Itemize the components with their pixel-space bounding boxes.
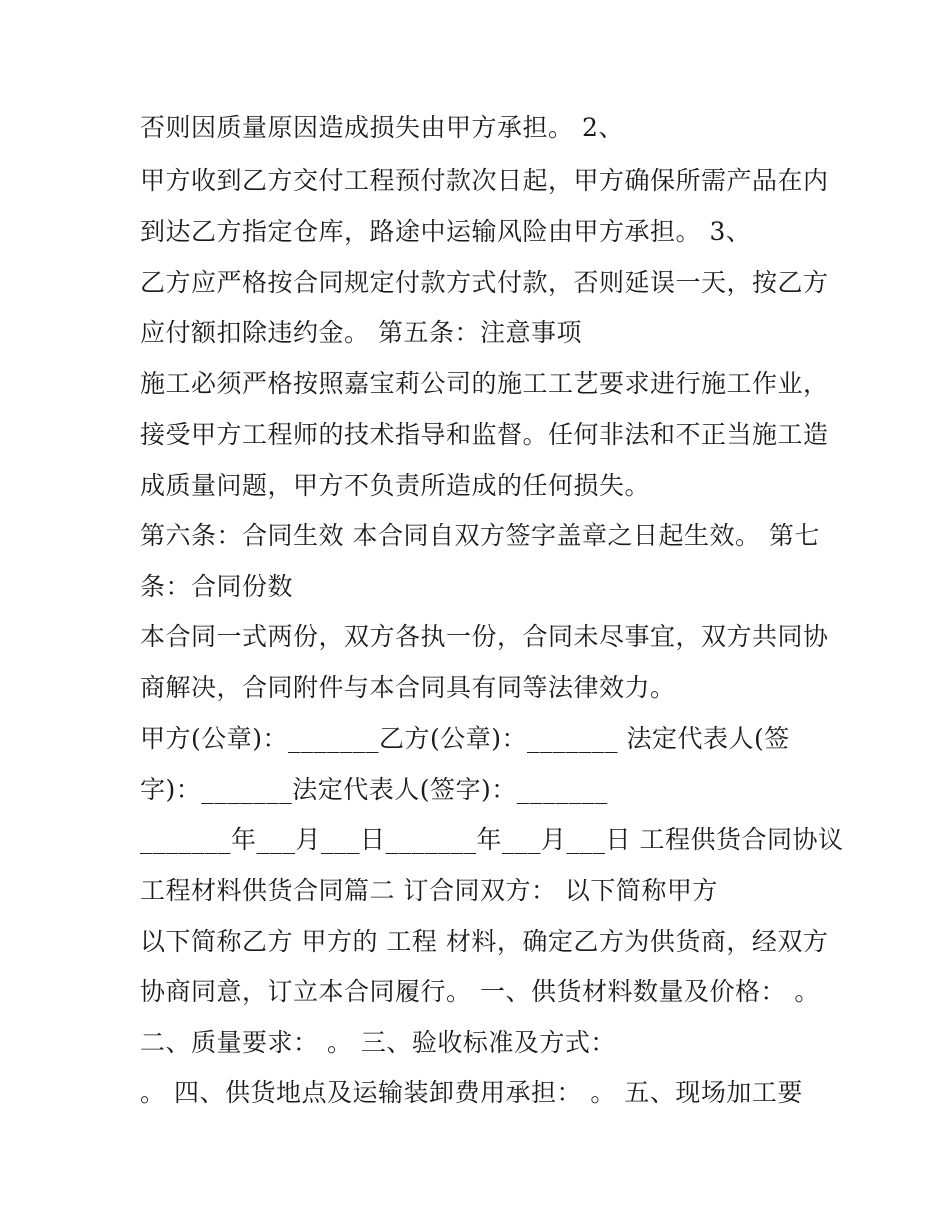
text-line: 二、质量要求： 。 三、验收标准及方式：	[140, 1028, 616, 1057]
text-line: 乙方应严格按合同规定付款方式付款，否则延误一天，按乙方	[140, 268, 829, 297]
text-line: 到达乙方指定仓库，路途中运输风险由甲方承担。 3、	[140, 217, 752, 246]
text-line: 。 四、供货地点及运输装卸费用承担： 。 五、现场加工要	[140, 1078, 803, 1107]
text-line: 商解决，合同附件与本合同具有同等法律效力。	[140, 673, 676, 702]
text-line: 甲方(公章)：_______乙方(公章)：_______ 法定代表人(签	[140, 724, 790, 753]
text-line: 第六条：合同生效 本合同自双方签字盖章之日起生效。 第七	[140, 521, 820, 550]
text-line: 接受甲方工程师的技术指导和监督。任何非法和不正当施工造	[140, 420, 829, 449]
text-line: 成质量问题，甲方不负责所造成的任何损失。	[140, 471, 651, 500]
text-line: 工程材料供货合同篇二 订合同双方： 以下简称甲方	[140, 876, 718, 905]
text-line: _______年___月___日_______年___月___日 工程供货合同协议	[140, 825, 844, 854]
text-line: 甲方收到乙方交付工程预付款次日起，甲方确保所需产品在内	[140, 166, 829, 195]
text-line: 本合同一式两份，双方各执一份，合同未尽事宜，双方共同协	[140, 622, 829, 651]
text-line: 协商同意，订立本合同履行。 一、供货材料数量及价格： 。	[140, 977, 820, 1006]
text-line: 否则因质量原因造成损失由甲方承担。 2、	[140, 113, 624, 142]
text-line: 以下简称乙方 甲方的 工程 材料，确定乙方为供货商，经双方	[140, 927, 829, 956]
text-line: 施工必须严格按照嘉宝莉公司的施工工艺要求进行施工作业，	[140, 369, 829, 398]
text-line: 字)：_______法定代表人(签字)：_______	[140, 775, 608, 804]
text-line: 条：合同份数	[140, 572, 294, 601]
text-line: 应付额扣除违约金。 第五条：注意事项	[140, 318, 582, 347]
